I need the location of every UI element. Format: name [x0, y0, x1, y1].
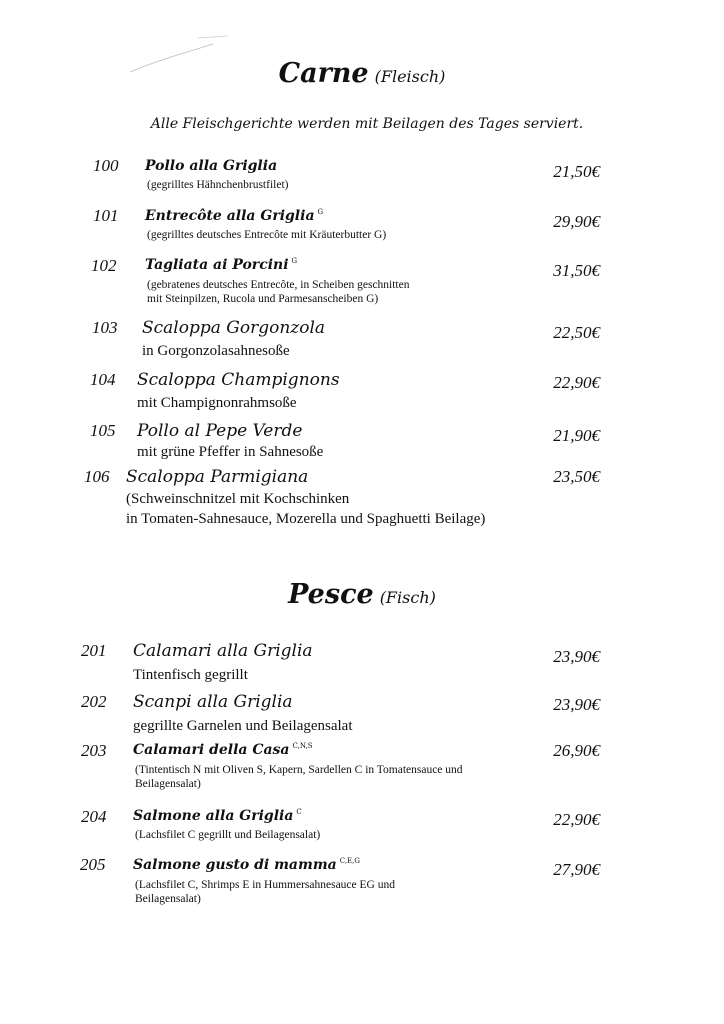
item-name: Calamari alla Griglia [133, 641, 313, 661]
item-description: (gegrilltes Hähnchenbrustfilet) [147, 179, 289, 191]
item-name: Tagliata ai Porcini $^G$ [145, 257, 298, 273]
allergen-codes: C [296, 808, 302, 817]
carne-title: Carne [278, 58, 369, 89]
item-description: gegrillte Garnelen und Beilagensalat [133, 718, 353, 734]
item-name: Calamari della Casa $^{C,N,S}$ [133, 742, 313, 758]
item-name: Salmone gusto di mamma $^{C,E,G}$ [133, 857, 360, 873]
item-price: 23,50€ [553, 467, 600, 486]
item-number: 101 [93, 206, 119, 225]
item-name: Scaloppa Parmigiana [126, 467, 309, 487]
pesce-subtitle: (Fisch) [379, 588, 436, 607]
item-name: Entrecôte alla Griglia $^G$ [145, 208, 324, 224]
item-description: mit Champignonrahmsoße [137, 395, 297, 411]
item-number: 105 [90, 421, 116, 440]
item-price: 21,50€ [553, 162, 600, 181]
item-description: mit grüne Pfeffer in Sahnesoße [137, 444, 324, 460]
item-price: 26,90€ [553, 741, 600, 760]
item-name: Pollo al Pepe Verde [137, 421, 303, 441]
item-number: 203 [81, 741, 107, 760]
item-name: Scanpi alla Griglia [133, 692, 293, 712]
item-price: 21,90€ [553, 426, 600, 445]
item-number: 103 [92, 318, 118, 337]
item-name: Pollo alla Griglia [145, 158, 278, 174]
item-price: 23,90€ [553, 647, 600, 666]
item-description: in Gorgonzolasahnesoße [142, 343, 290, 359]
item-number: 205 [80, 855, 106, 874]
item-name: Scaloppa Champignons [137, 370, 340, 390]
item-description: (gebratenes deutsches Entrecôte, in Scheiben geschnitten mit Steinpilzen, Rucola und Parmesanscheiben G) [147, 279, 410, 305]
item-number: 104 [90, 370, 116, 389]
item-number: 204 [81, 807, 107, 826]
item-name: Salmone alla Griglia $^C$ [133, 808, 302, 824]
allergen-codes: G [291, 257, 298, 266]
item-name: Scaloppa Gorgonzola [142, 318, 326, 338]
item-price: 23,90€ [553, 695, 600, 714]
allergen-codes: C,E,G [339, 857, 360, 866]
pesce-heading [0, 579, 724, 610]
item-price: 29,90€ [553, 212, 600, 231]
item-price: 22,90€ [553, 810, 600, 829]
carne-subtitle: (Fleisch) [374, 67, 446, 86]
item-number: 202 [81, 692, 107, 711]
item-description: (Lachsfilet C gegrillt und Beilagensalat) [135, 829, 321, 841]
carne-heading [0, 58, 724, 89]
item-description: (Tintentisch N mit Oliven S, Kapern, Sardellen C in Tomatensauce und Beilagensalat) [135, 764, 463, 790]
item-number: 201 [81, 641, 107, 660]
item-description: (Schweinschnitzel mit Kochschinken in Tomaten-Sahnesauce, Mozerella und Spaghuetti Beilage) [126, 491, 486, 527]
item-number: 102 [91, 256, 117, 275]
allergen-codes: C,N,S [292, 742, 313, 751]
item-number: 106 [84, 467, 110, 486]
item-number: 100 [93, 156, 119, 175]
allergen-codes: G [317, 208, 324, 217]
item-description: (Lachsfilet C, Shrimps E in Hummersahnesauce EG und Beilagensalat) [135, 879, 395, 905]
item-price: 22,90€ [553, 373, 600, 392]
pesce-title: Pesce [288, 579, 374, 610]
item-description: (gegrilltes deutsches Entrecôte mit Kräuterbutter G) [147, 229, 387, 241]
item-price: 27,90€ [553, 860, 600, 879]
carne-note: Alle Fleischgerichte werden mit Beilagen des Tages serviert. [150, 116, 584, 132]
item-description: Tintenfisch gegrillt [133, 667, 248, 683]
item-price: 22,50€ [553, 323, 600, 342]
item-price: 31,50€ [553, 261, 600, 280]
